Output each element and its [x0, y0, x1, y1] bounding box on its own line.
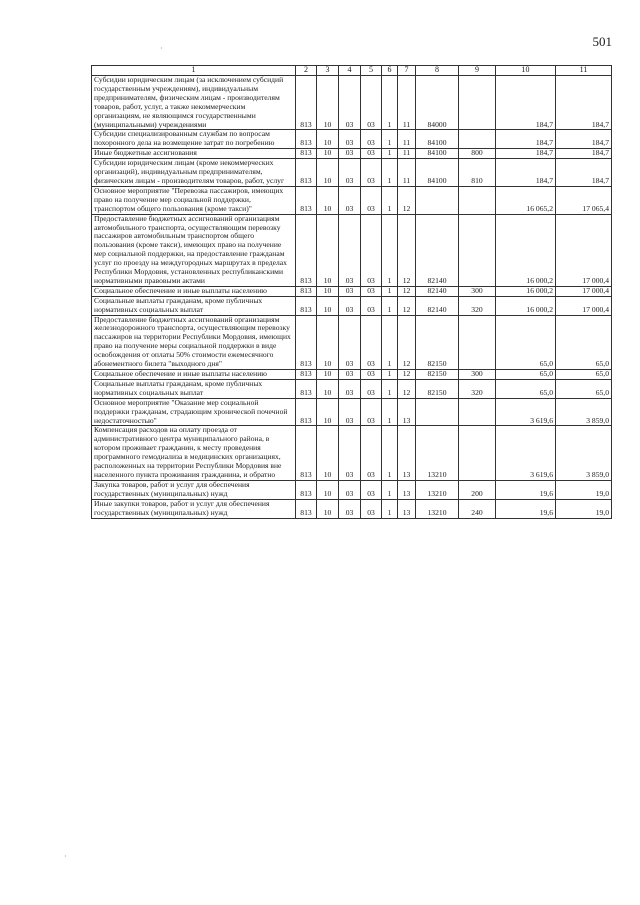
amount-year-2: 65,0: [556, 370, 612, 380]
row-description: Предоставление бюджетных ассигнований организациям автомобильного транспорта, осуществляющим перевозку пассажиров автомобильным транспортом общего пользования (кроме такси), имеющих право на получение мер социальной поддержки, на предоставление гражданам услуг по проезду на междугородных маршрутах в пределах Республики Мордовия, установленных республиканскими нормативными правовыми актами: [92, 214, 296, 286]
section-code: 10: [317, 214, 339, 286]
program-code: 03: [361, 370, 382, 380]
direction-code: 82150: [416, 315, 459, 369]
ministry-code: 813: [296, 296, 317, 315]
ministry-code: 813: [296, 149, 317, 159]
amount-year-2: 184,7: [556, 76, 612, 130]
section-code: 10: [317, 130, 339, 149]
subprogram-code: 1: [382, 379, 398, 398]
header-cell: 10: [496, 66, 556, 76]
section-code: 10: [317, 159, 339, 187]
table-row: [92, 480, 612, 499]
direction-code: 13210: [416, 480, 459, 499]
header-cell: 9: [459, 66, 496, 76]
subsection-code: 03: [339, 214, 361, 286]
ministry-code: 813: [296, 480, 317, 499]
row-description: Социальные выплаты гражданам, кроме публичных нормативных социальных выплат: [92, 296, 296, 315]
expense-type-code: 300: [459, 370, 496, 380]
program-code: 03: [361, 214, 382, 286]
expense-type-code: [459, 76, 496, 130]
amount-year-1: 65,0: [496, 379, 556, 398]
amount-year-1: 65,0: [496, 315, 556, 369]
table-header-row: [92, 66, 612, 76]
amount-year-1: 184,7: [496, 76, 556, 130]
subprogram-code: 1: [382, 398, 398, 426]
header-cell: 1: [92, 66, 296, 76]
ministry-code: 813: [296, 379, 317, 398]
expense-type-code: [459, 186, 496, 214]
table-row: [92, 379, 612, 398]
subprogram-code: 1: [382, 76, 398, 130]
program-code: 03: [361, 480, 382, 499]
program-code: 03: [361, 379, 382, 398]
row-description: Субсидии юридическим лицам (кроме некоммерческих организаций), индивидуальным предпринимателям, физическим лицам - производителям товаров, работ, услуг: [92, 159, 296, 187]
subsection-code: 03: [339, 286, 361, 296]
ministry-code: 813: [296, 426, 317, 480]
table-row: [92, 296, 612, 315]
ministry-code: 813: [296, 214, 317, 286]
measure-code: 11: [398, 130, 416, 149]
row-description: Субсидии юридическим лицам (за исключением субсидий государственным учреждениям), индивидуальным предпринимателям, физическим лицам - производителям товаров, работ, услуг, а также некоммерческим организациям, не являющимся государственными (муниципальными) учреждениями: [92, 76, 296, 130]
amount-year-1: 19,6: [496, 480, 556, 499]
subprogram-code: 1: [382, 149, 398, 159]
direction-code: 82150: [416, 370, 459, 380]
subsection-code: 03: [339, 296, 361, 315]
measure-code: 12: [398, 315, 416, 369]
ministry-code: 813: [296, 315, 317, 369]
amount-year-1: 184,7: [496, 130, 556, 149]
table-row: [92, 186, 612, 214]
amount-year-2: 3 859,0: [556, 398, 612, 426]
program-code: 03: [361, 499, 382, 518]
ministry-code: 813: [296, 499, 317, 518]
direction-code: 84100: [416, 130, 459, 149]
measure-code: 11: [398, 76, 416, 130]
table-row: [92, 149, 612, 159]
amount-year-2: 17 065,4: [556, 186, 612, 214]
subsection-code: 03: [339, 130, 361, 149]
subsection-code: 03: [339, 315, 361, 369]
header-cell: 2: [296, 66, 317, 76]
subprogram-code: 1: [382, 214, 398, 286]
row-description: Социальные выплаты гражданам, кроме публичных нормативных социальных выплат: [92, 379, 296, 398]
expense-type-code: [459, 426, 496, 480]
amount-year-2: 184,7: [556, 149, 612, 159]
measure-code: 12: [398, 214, 416, 286]
budget-table: [91, 65, 612, 519]
measure-code: 12: [398, 296, 416, 315]
subsection-code: 03: [339, 186, 361, 214]
expense-type-code: 320: [459, 379, 496, 398]
amount-year-1: 16 000,2: [496, 296, 556, 315]
header-cell: 5: [361, 66, 382, 76]
expense-type-code: 300: [459, 286, 496, 296]
table-row: [92, 398, 612, 426]
measure-code: 13: [398, 499, 416, 518]
row-description: Компенсация расходов на оплату проезда от административного центра муниципального района, в котором проживает гражданин, к месту проведения программного гемодиализа в медицинских организациях, расположенных на территории Республики Мордовия вне населенного пункта проживания гражданина, и обратно: [92, 426, 296, 480]
table-row: [92, 76, 612, 130]
section-code: 10: [317, 499, 339, 518]
subsection-code: 03: [339, 149, 361, 159]
expense-type-code: 200: [459, 480, 496, 499]
program-code: 03: [361, 296, 382, 315]
section-code: 10: [317, 315, 339, 369]
table-row: [92, 159, 612, 187]
expense-type-code: [459, 398, 496, 426]
subprogram-code: 1: [382, 130, 398, 149]
subsection-code: 03: [339, 76, 361, 130]
amount-year-2: 17 000,4: [556, 286, 612, 296]
ministry-code: 813: [296, 130, 317, 149]
scan-speck: ·: [64, 852, 67, 861]
subprogram-code: 1: [382, 186, 398, 214]
measure-code: 12: [398, 370, 416, 380]
subprogram-code: 1: [382, 499, 398, 518]
subprogram-code: 1: [382, 480, 398, 499]
section-code: 10: [317, 149, 339, 159]
table-row: [92, 370, 612, 380]
expense-type-code: 800: [459, 149, 496, 159]
subprogram-code: 1: [382, 286, 398, 296]
table-row: [92, 315, 612, 369]
direction-code: 82140: [416, 286, 459, 296]
section-code: 10: [317, 398, 339, 426]
table-row: [92, 426, 612, 480]
amount-year-2: 17 000,4: [556, 214, 612, 286]
direction-code: 82140: [416, 214, 459, 286]
ministry-code: 813: [296, 398, 317, 426]
section-code: 10: [317, 286, 339, 296]
row-description: Социальное обеспечение и иные выплаты населению: [92, 370, 296, 380]
amount-year-2: 17 000,4: [556, 296, 612, 315]
table-row: [92, 499, 612, 518]
direction-code: [416, 186, 459, 214]
program-code: 03: [361, 426, 382, 480]
expense-type-code: [459, 130, 496, 149]
table-row: [92, 130, 612, 149]
measure-code: 12: [398, 286, 416, 296]
direction-code: 82150: [416, 379, 459, 398]
table-row: [92, 214, 612, 286]
amount-year-1: 19,6: [496, 499, 556, 518]
subsection-code: 03: [339, 379, 361, 398]
ministry-code: 813: [296, 286, 317, 296]
amount-year-1: 3 619,6: [496, 398, 556, 426]
header-cell: 6: [382, 66, 398, 76]
row-description: Социальное обеспечение и иные выплаты населению: [92, 286, 296, 296]
ministry-code: 813: [296, 370, 317, 380]
section-code: 10: [317, 370, 339, 380]
section-code: 10: [317, 186, 339, 214]
measure-code: 13: [398, 398, 416, 426]
expense-type-code: 240: [459, 499, 496, 518]
amount-year-2: 3 859,0: [556, 426, 612, 480]
direction-code: 84100: [416, 149, 459, 159]
section-code: 10: [317, 426, 339, 480]
header-cell: 3: [317, 66, 339, 76]
subprogram-code: 1: [382, 296, 398, 315]
amount-year-2: 65,0: [556, 315, 612, 369]
subprogram-code: 1: [382, 426, 398, 480]
amount-year-1: 65,0: [496, 370, 556, 380]
page-number: 501: [592, 34, 612, 49]
expense-type-code: 810: [459, 159, 496, 187]
header-cell: 11: [556, 66, 612, 76]
subsection-code: 03: [339, 159, 361, 187]
amount-year-1: 16 065,2: [496, 186, 556, 214]
ministry-code: 813: [296, 159, 317, 187]
measure-code: 13: [398, 480, 416, 499]
amount-year-2: 184,7: [556, 159, 612, 187]
measure-code: 12: [398, 379, 416, 398]
subsection-code: 03: [339, 398, 361, 426]
section-code: 10: [317, 379, 339, 398]
amount-year-1: 184,7: [496, 159, 556, 187]
subprogram-code: 1: [382, 370, 398, 380]
direction-code: 84000: [416, 76, 459, 130]
direction-code: 82140: [416, 296, 459, 315]
amount-year-1: 16 000,2: [496, 214, 556, 286]
program-code: 03: [361, 398, 382, 426]
header-cell: 4: [339, 66, 361, 76]
expense-type-code: [459, 315, 496, 369]
program-code: 03: [361, 130, 382, 149]
subsection-code: 03: [339, 499, 361, 518]
amount-year-1: 184,7: [496, 149, 556, 159]
measure-code: 13: [398, 426, 416, 480]
program-code: 03: [361, 149, 382, 159]
measure-code: 11: [398, 159, 416, 187]
amount-year-2: 19,0: [556, 499, 612, 518]
direction-code: 84100: [416, 159, 459, 187]
section-code: 10: [317, 296, 339, 315]
row-description: Основное мероприятие "Перевозка пассажиров, имеющих право на получение мер социальной поддержки, транспортом общего пользования (кроме такси)": [92, 186, 296, 214]
ministry-code: 813: [296, 76, 317, 130]
row-description: Основное мероприятие "Оказание мер социальной поддержки гражданам, страдающим хронической почечной недостаточностью": [92, 398, 296, 426]
subsection-code: 03: [339, 426, 361, 480]
section-code: 10: [317, 76, 339, 130]
subsection-code: 03: [339, 370, 361, 380]
program-code: 03: [361, 186, 382, 214]
amount-year-2: 19,0: [556, 480, 612, 499]
amount-year-2: 184,7: [556, 130, 612, 149]
measure-code: 11: [398, 149, 416, 159]
row-description: Субсидии специализированным службам по вопросам похоронного дела на возмещение затрат по погребению: [92, 130, 296, 149]
expense-type-code: 320: [459, 296, 496, 315]
section-code: 10: [317, 480, 339, 499]
table-row: [92, 286, 612, 296]
amount-year-2: 65,0: [556, 379, 612, 398]
direction-code: 13210: [416, 499, 459, 518]
header-cell: 8: [416, 66, 459, 76]
row-description: Иные закупки товаров, работ и услуг для обеспечения государственных (муниципальных) нужд: [92, 499, 296, 518]
direction-code: 13210: [416, 426, 459, 480]
program-code: 03: [361, 159, 382, 187]
subsection-code: 03: [339, 480, 361, 499]
amount-year-1: 3 619,6: [496, 426, 556, 480]
row-description: Закупка товаров, работ и услуг для обеспечения государственных (муниципальных) нужд: [92, 480, 296, 499]
scan-speck: ·: [160, 44, 163, 53]
program-code: 03: [361, 315, 382, 369]
expense-type-code: [459, 214, 496, 286]
row-description: Иные бюджетные ассигнования: [92, 149, 296, 159]
amount-year-1: 16 000,2: [496, 286, 556, 296]
subprogram-code: 1: [382, 159, 398, 187]
program-code: 03: [361, 76, 382, 130]
row-description: Предоставление бюджетных ассигнований организациям железнодорожного транспорта, осуществляющим перевозку пассажиров на территории Республики Мордовия, имеющих право на получение меры социальной поддержки в виде освобождения от оплаты 50% стоимости ежемесячного абонементного билета "выходного дня": [92, 315, 296, 369]
program-code: 03: [361, 286, 382, 296]
ministry-code: 813: [296, 186, 317, 214]
direction-code: [416, 398, 459, 426]
header-cell: 7: [398, 66, 416, 76]
measure-code: 12: [398, 186, 416, 214]
subprogram-code: 1: [382, 315, 398, 369]
